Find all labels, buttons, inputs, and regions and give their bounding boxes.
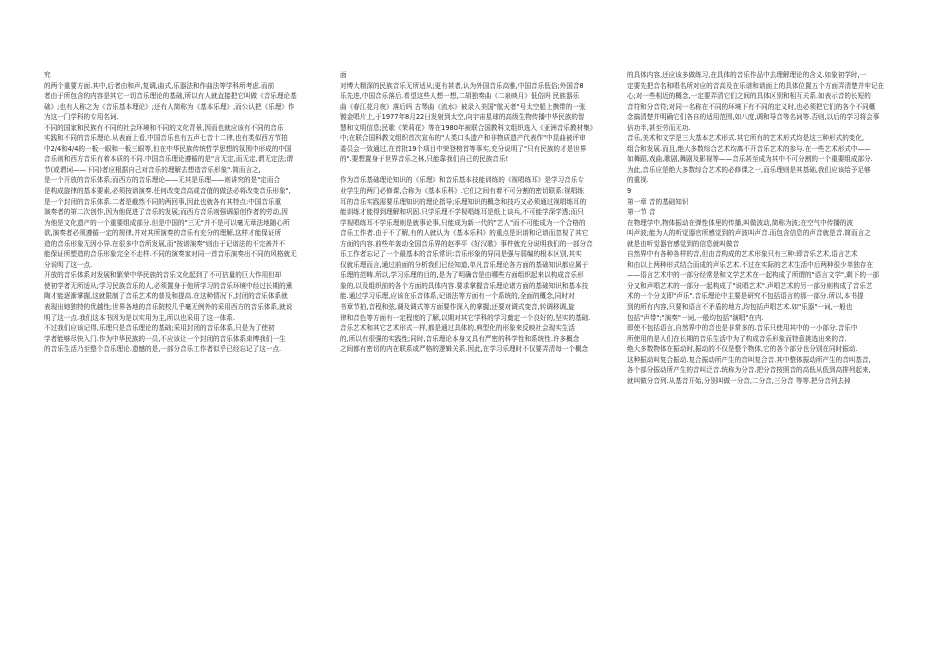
text-line: 是一个开放的音乐体系;而西方的音乐理论——无其是乐理——则讲究的是"定而合	[44, 176, 281, 185]
text-line: 者由于所包含的内容是其它一切音乐理论的基础,所以有人就直接把它叫做《音乐理论基	[44, 92, 297, 101]
text-line: 9	[627, 187, 632, 196]
text-line: 的,所以有很强的实践性;同时,音乐理论本身又具有严密的科学性和系统性.许多概念	[340, 334, 580, 343]
text-line: 仅就乐理而言,通过前面的分析我们已经知道,单凡音乐理论各方面的基础知识都应属于	[340, 260, 589, 269]
text-line: 第一节 音	[627, 208, 656, 217]
text-line: 究	[44, 71, 51, 79]
text-line: 能保证所塑造的音乐形象完全不走样.不同的演奏家对同一首音乐演奏出不同的风格就无	[44, 250, 297, 259]
text-line: 音乐,美术和文学是三大基本艺术形式.其它所有的艺术形式均是这三种形式的变化,	[627, 134, 865, 143]
text-line: 曲《春江花月夜》落后吗 古琴曲《流水》被录入美国"航天者"号太空船上携带的一张	[340, 102, 586, 111]
text-line: 这种振动叫复合振动.复合振动所产生的音叫复合音.其中整体振动所产生的音叫基音,	[627, 355, 871, 364]
text-line: 自然界中有各种各样的音,但由音构成的艺术形象只有三种:即音乐艺术,语言艺术	[627, 250, 858, 259]
text-line: 方面的内容.前些年轰动全国音乐界的赵季平《好汉歌》事件就充分说明我们的一部分音	[340, 239, 593, 248]
text-line: 演奏者的第二次创作,因为他促进了音乐的发展;而西方音乐则强调原创作者的劳动,因	[44, 208, 288, 217]
text-line: 到的所有内容,只要和语言不矛盾的地方,均包括声唱艺术.如"乐器"一词,一般也	[627, 303, 853, 312]
text-line: 就叫做分音列.从基音开始,分别叫做一分音,二分音,三分音 等等.把分音列去掉	[627, 376, 851, 385]
text-line: 分又和声唱艺术的一部分一起构成了"说唱艺术".声唱艺术的另一部分则构成了音乐艺	[627, 281, 873, 290]
text-line: 造的音乐形象无因小异.在很多中音所发展,而"按谱演奏"则由于记谱法的不完善并不	[44, 239, 286, 248]
text-line: 不同的国家和民族有不同的社会环境和不同的文化背景,因而也就应该有不同的音乐	[44, 123, 284, 132]
text-line: 中;在联合国科教文组织首次宣布的"人类口头遗产和非物质遗产代表作"中昆曲被评审	[340, 134, 586, 143]
text-line: 就是由听觉器官感觉到的信息就叫做音	[627, 239, 740, 248]
text-line: 叫声波;能为人的听觉器官所感觉到的声波叫声音.而包含信息的声音就是音.简而言之	[627, 229, 871, 238]
text-line: 慧和文明信息;民歌《茉莉花》等在1980年被联合国教科文组织选入《亚洲音乐教材集》	[340, 123, 597, 132]
text-line: 能.通过学习乐理,应该在乐音体系,记谱法等方面有一个系统的,全面的概念,同时对	[340, 292, 575, 301]
text-line: 所使用的是人们在长期的音乐生活中为了构成音乐形象而特意挑选出来的音.	[627, 334, 847, 343]
text-line: 开放的音乐体系对发展和繁荣中华民族的音乐文化起到了不可估量的巨大作用但却	[44, 271, 282, 280]
text-line: 乐理的范畴.所以,学习乐理的目的,是为了明确音是由哪些方面组织起来以构成音乐形	[340, 271, 584, 280]
text-line: 心;对一些相近的概念,一定要弄清它们之间的具体区别和相互关系.如表示音的长短的	[627, 92, 871, 101]
text-line: 耳的音乐实践需要乐理知识的理论指导;乐理知识的概念和技巧又必须通过视唱练耳的	[340, 197, 587, 206]
text-line: 各个部分振动所产生的音叫泛音.统称为分音.把分音按照音的高低从低到高排列起来,	[627, 366, 871, 375]
text-line: 即使不包括语言,自然界中的音也是非常多的.音乐只使用其中的一小部分.音乐中	[627, 324, 858, 333]
text-line: 包括"声带";"演奏"一词,一般均包括"演唱"在内.	[627, 313, 764, 322]
text-line: 础》;也有人称之为《音乐基本理论》;还有人简称为《基本乐理》,而公认把《乐理》作	[44, 102, 295, 111]
text-line: 明了这一点.我们这本书因为是以实用为主,所以也采用了这一体系.	[44, 313, 235, 322]
text-line: 的两个重要方面.其中,后者由和声,复调,曲式,乐器法和作曲法等学科所考虑.而前	[44, 81, 275, 90]
text-line: 使初学者无所适从;学习民族音乐的人,必须置身于他所学习的音乐环境中经过长期的熏	[44, 281, 293, 290]
text-line: 为这一门学科的专用名词.	[44, 113, 119, 122]
text-line: 不过我们应该记得,乐理只是音乐理论的基础;采用封闭的音乐体系,只是为了使初	[44, 324, 275, 333]
text-line: 的重视.	[627, 176, 649, 185]
text-line: 为此,音乐应是绝大多数综合艺术的必修课之一,而乐理则是其基础,我们应该给予足够	[627, 165, 871, 174]
text-line: 能训练才能得到理解和巩固.只学乐理不学视唱练耳是纸上谈兵,不可能学深学透;而只	[340, 208, 584, 217]
text-line: 和由以上两种形式结合而成的声乐艺术.不过在实际的艺术生活中后两种很少单独存在	[627, 260, 874, 269]
text-line: 是一个封闭的音乐体系.二者是截然不同的两回事,因此也就各有其特点:中国音乐重	[44, 197, 282, 206]
text-line: 业学生的两门必修课,合称为《基本乐科》.它们之间有着不可分割的密切联系:视唱练	[340, 187, 584, 196]
text-line: 律和音色等方面有一定程度的了解,以期对其它学科的学习奠定一个良好的,坚实的基础.	[340, 313, 591, 322]
text-line: 音乐工作者.由于不了解,有的人就认为《基本乐科》的重点是识谱和记谱而忽视了其它	[340, 229, 589, 238]
text-column-right	[627, 70, 909, 386]
text-line: 之间都有密切的内在联系或严格的逻辑关系.因此,在学习乐理时不仅要弄清每一个概念	[340, 345, 589, 354]
text-line: 绝大多数物体在振动时,振动的不仅是整个物体,它的各个部分也分别在同时振动.	[627, 345, 858, 354]
text-line: 分说明了这一点.	[44, 260, 93, 269]
text-line: 的音乐生活乃至整个音乐理论.遗憾的是,一部分音乐工作者似乎已经忘记了这一点.	[44, 345, 282, 354]
text-line: 组合和发展.而且,绝大多数综合艺术均离不开音乐艺术的参与.在一些艺术形式中——	[627, 144, 871, 153]
text-line: 第一章 音的基础知识	[627, 197, 689, 206]
text-line: 节(或谓词——下同)者应根据自己对音乐的理解去想造音乐形象".简而言之,	[44, 165, 261, 174]
text-line	[340, 165, 612, 176]
text-line: 为他是文化遗产的一个重要组成部分.但是中国的"三无"并不是可以毫无章法地随心所	[44, 218, 290, 227]
text-line: 的具体内容,还应该多做练习,在具体的音乐作品中去理解理论的含义.如象初学时,一	[627, 71, 867, 79]
text-line: 念搞清楚并明确它们各自的适用范围,如八度,调和导音等名词等.否则,以后的学习将会事	[627, 113, 880, 122]
text-line: ——语言艺术中的一部分经常是和文学艺术在一起构成了所谓的"语言文学",剩下的一部	[627, 271, 880, 280]
text-line: 陶才能逐渐掌握,这就限制了音乐艺术的普及和提高.在这种情况下,封闭的音乐体系就	[44, 292, 288, 301]
text-line: 在物理学中,物体振动在弹性体里的传播,叫做波动,简称为波;在空气中传播的波	[627, 218, 854, 227]
text-line: 表现出她独特的优越性;世界各地的音乐院校几乎毫无例外的采用西方的音乐体系,就说	[44, 303, 293, 312]
text-line: 书章节拍,音程和弦,调及调式等方面要作深入的掌握;还要对调式变音,转调移调,旋	[340, 303, 575, 312]
text-line: 作为音乐基础理论知识的《乐理》和音乐基本技能训练的《视唱练耳》是学习音乐专	[340, 176, 584, 185]
text-line: 定要先把音名和唱名所对应的音高及在乐谱和谱面上的具体位置五个方面弄清楚并牢记在	[627, 81, 885, 90]
text-line: 面	[340, 71, 347, 79]
text-line: 委员会一致通过,在首批19个项目中荣登榜首等事实,充分说明了"只有民族的才是世界	[340, 144, 587, 153]
text-line: 乐先进,中国音乐落后.希望这些人想一想,二胡独奏曲《二泉映月》低俗吗 民族器乐	[340, 92, 580, 101]
text-line: 中2/4和4/4的一板一眼和一板三眼等,但在中华民族传统哲学思想的氛围中形成的中国	[44, 144, 292, 153]
text-line: 象的,以及组织前的各个方面的具体内容.要求掌握音乐理论诸方面的基础知识和基本技	[340, 281, 589, 290]
text-line: 对博大精深的民族音乐无所适从;更有甚者,认为外国音乐高雅,中国音乐低俗;外国音8	[340, 81, 584, 90]
text-line: 的".要想置身于世界音乐之林,只能靠我们自己的民族音乐!	[340, 155, 509, 164]
text-line: 音乐则和西方音乐有着本质的不同.中国音乐理论遵循的是"言无定,而无定,谓无定法;谓	[44, 155, 293, 164]
text-line: 欲,演奏者必须遵循一定的规律,并对其所演奏的音乐有充分的理解,这样才能保证所	[44, 229, 282, 238]
text-line: 乐工作者忘记了一个最基本的音乐常识:音乐形象的异同是强与弱编的根本区别,其实	[340, 250, 582, 259]
text-line: 镀金唱片上,于1977年8月22日发射到太空,向宇宙星球的高级生物传播中华民族的智	[340, 113, 585, 122]
text-column-left	[44, 70, 312, 355]
text-column-middle	[340, 70, 612, 355]
text-line: 实践和不同的音乐理论.从表面上看,中国音乐也有五声七音十二律,也有类似西方节拍	[44, 134, 288, 143]
text-line: 学视唱练耳不学乐理则是就事论事,只能成为新一代的"艺人"而不可能成为一个合格的	[340, 218, 586, 227]
text-line: 如舞蹈,戏曲,歌剧,舞剧及影视等——音乐甚至成为其中不可分割的一个重要组成部分.	[627, 155, 873, 164]
text-line: 音乐艺术和其它艺术形式一样,都是通过具体的,典型化的形象来反映社会现实生活	[340, 324, 575, 333]
text-line: 倍功半,甚至劳而无功.	[627, 123, 691, 132]
text-line: 是构成旋律的基本要素,必须按谱演奏.任何改变音高或音值的做法必将改变音乐形象",	[44, 187, 291, 196]
text-line: 音符和分音符;对同一名称在不同的环境下有不同的定义时,也必须把它们的各个不同概	[627, 102, 876, 111]
text-line: 学者能够尽快入门.作为中华民族的一员,不应该让一个封闭的音乐体系束缚我们一生	[44, 334, 286, 343]
text-line: 术的一个分支即"声乐".音乐理论中主要是研究不包括语言的那一部分.所以,本书提	[627, 292, 864, 301]
